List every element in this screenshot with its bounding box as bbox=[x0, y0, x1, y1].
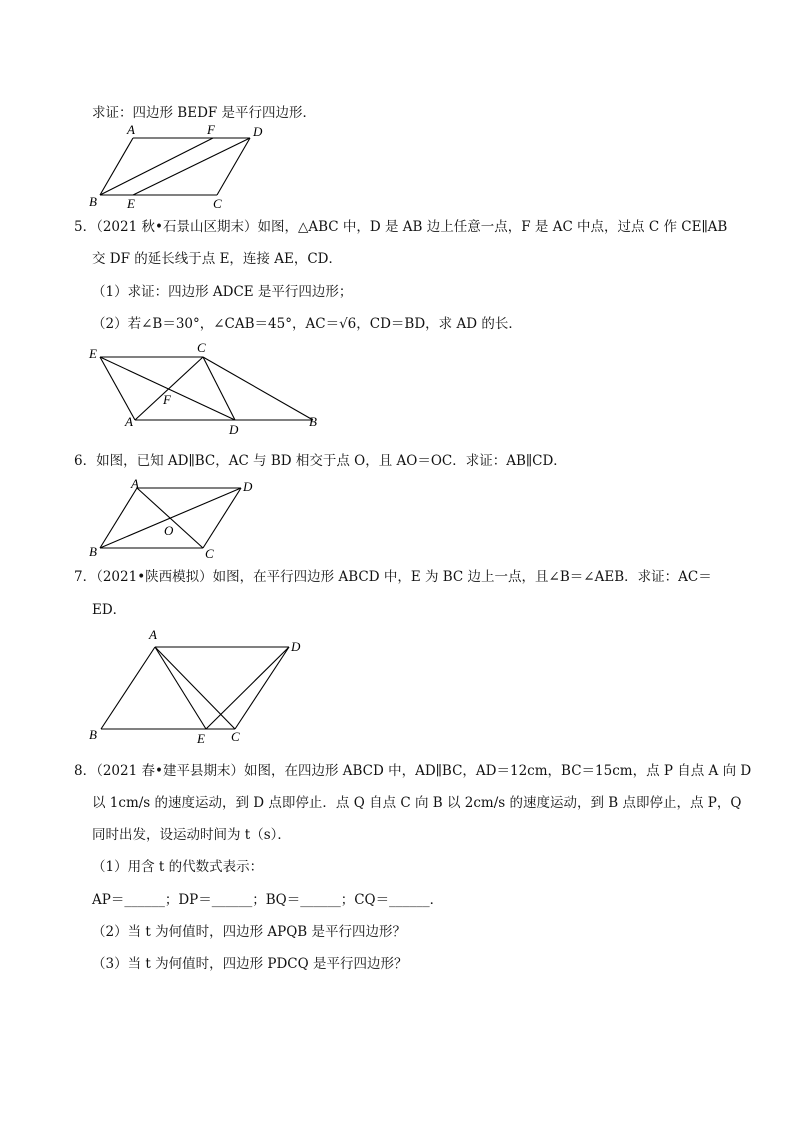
label-B: B bbox=[89, 727, 97, 742]
problem8-blanks: AP＝______；DP＝______；BQ＝______；CQ＝______． bbox=[92, 892, 444, 908]
label-B: B bbox=[89, 544, 97, 559]
label-A: A bbox=[131, 476, 139, 491]
label-D: D bbox=[253, 124, 263, 139]
problem8-q3: （3）当 t 为何值时，四边形 PDCQ 是平行四边形？ bbox=[92, 956, 408, 972]
label-C: C bbox=[231, 729, 240, 744]
figure-abcd-e bbox=[85, 625, 315, 745]
problem5-line2: 交 DF 的延长线于点 E，连接 AE，CD． bbox=[92, 251, 342, 267]
problem8-line1: 8．（2021 春•建平县期末）如图，在四边形 ABCD 中，AD∥BC，AD＝12cm，BC＝15cm，点 P 自点 A 向 D bbox=[74, 763, 752, 779]
label-E: E bbox=[197, 731, 205, 746]
problem4-prove: 求证：四边形 BEDF 是平行四边形． bbox=[92, 105, 317, 121]
label-B: B bbox=[309, 414, 317, 429]
label-A: A bbox=[125, 414, 133, 429]
label-B: B bbox=[89, 194, 97, 209]
figure-adce bbox=[85, 340, 325, 440]
label-C: C bbox=[213, 196, 222, 211]
figure-parallelogram-bedf bbox=[85, 120, 265, 210]
problem8-line2: 以 1cm/s 的速度运动，到 D 点即停止．点 Q 自点 C 向 B 以 2cm/s 的速度运动，到 B 点即停止，点 P，Q bbox=[92, 795, 742, 811]
problem5-q2: （2）若∠B＝30°，∠CAB＝45°，AC＝√6，CD＝BD，求 AD 的长． bbox=[92, 316, 522, 332]
problem7-line1: 7．（2021•陕西模拟）如图，在平行四边形 ABCD 中，E 为 BC 边上一点，且∠B＝∠AEB．求证：AC＝ bbox=[74, 569, 712, 585]
problem5-q1: （1）求证：四边形 ADCE 是平行四边形； bbox=[92, 284, 353, 300]
label-F: F bbox=[163, 392, 171, 407]
label-E: E bbox=[127, 196, 135, 211]
problem6-line1: 6．如图，已知 AD∥BC，AC 与 BD 相交于点 O，且 AO＝OC．求证：AB∥CD． bbox=[74, 453, 567, 469]
label-C: C bbox=[205, 546, 214, 561]
label-F: F bbox=[207, 122, 215, 137]
sqrt-six: √6 bbox=[339, 316, 357, 332]
figure-abcd-o bbox=[85, 476, 265, 561]
label-C: C bbox=[197, 340, 206, 355]
label-D: D bbox=[243, 479, 253, 494]
problem8-q2: （2）当 t 为何值时，四边形 APQB 是平行四边形？ bbox=[92, 924, 406, 940]
label-A: A bbox=[149, 627, 157, 642]
label-O: O bbox=[164, 523, 174, 538]
label-E: E bbox=[89, 346, 97, 361]
label-D: D bbox=[291, 639, 301, 654]
problem8-line3: 同时出发，设运动时间为 t（s）． bbox=[92, 827, 291, 843]
problem7-line2: ED． bbox=[92, 602, 127, 618]
problem5-line1: 5．（2021 秋•石景山区期末）如图，△ABC 中，D 是 AB 边上任意一点，F 是 AC 中点，过点 C 作 CE∥AB bbox=[74, 219, 728, 235]
problem8-q1: （1）用含 t 的代数式表示： bbox=[92, 859, 264, 875]
label-A: A bbox=[127, 122, 135, 137]
label-D: D bbox=[229, 422, 239, 437]
